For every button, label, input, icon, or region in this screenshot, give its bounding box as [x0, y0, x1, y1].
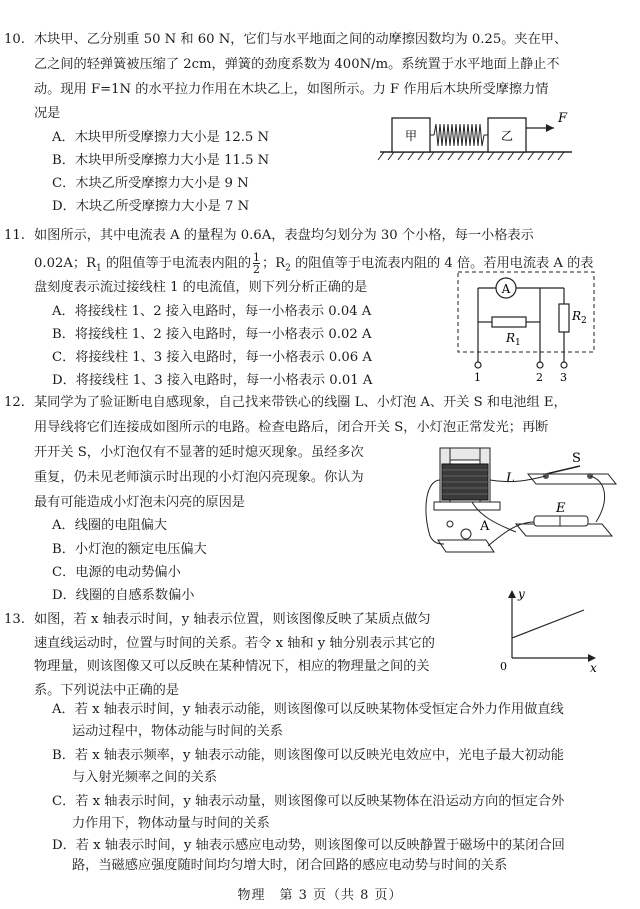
q13-line-4: 系。下列说法中正确的是	[34, 683, 180, 698]
q12-option-d: D．线圈的自感系数偏小	[52, 588, 195, 603]
q11-line-2-d: 的阻值等于电流表内阻的 4 倍。若用电流表 A 的表	[290, 256, 594, 271]
q11-figure-circuit	[452, 266, 602, 384]
q10-line-2: 乙之间的轻弹簧被压缩了 2cm，弹簧的劲度系数为 400N/m。系统置于水平地面上静止不	[34, 57, 560, 72]
terminal-1	[475, 362, 481, 368]
terminal-2	[537, 362, 543, 368]
q13-option-d-line-1: D．若 x 轴表示时间，y 轴表示感应电动势，则该图像可以反映静置于磁场中的某闭合回	[52, 838, 565, 853]
q13-figure-graph	[492, 586, 602, 674]
q13-option-a-line-2: 运动过程中，物体动能与时间的关系	[72, 724, 283, 739]
coil-label: L	[506, 471, 515, 486]
spring	[430, 124, 488, 146]
lamp-board	[438, 540, 494, 552]
q13-line-3: 物理量，则该图像又可以反映在某种情况下，相应的物理量之间的关	[34, 659, 430, 674]
q10-line-1: 木块甲、乙分别重 50 N 和 60 N，它们与水平地面之间的动摩擦因数均为 0.25。夹在甲、	[34, 32, 568, 47]
fraction-numerator: 1	[253, 251, 261, 264]
q12-option-c: C．电源的电动势偏小	[52, 565, 181, 580]
q12-option-a: A．线圈的电阻偏大	[52, 518, 168, 533]
terminal-3-label: 3	[560, 371, 567, 384]
q11-line-2-c: ；R	[262, 256, 286, 271]
r2-subscript: 2	[285, 263, 291, 274]
switch-lever	[546, 466, 580, 474]
q12-line-5: 最有可能造成小灯泡未闪亮的原因是	[34, 495, 245, 510]
q13-option-c-line-2: 力作用下，物体动量与时间的关系	[72, 816, 270, 831]
q11-line-2-b: 的阻值等于电流表内阻的	[101, 256, 252, 271]
q11-option-c: C．将接线柱 1、3 接入电路时，每一小格表示 0.06 A	[52, 350, 372, 365]
q11-number: 11.	[4, 228, 25, 243]
q10-option-d: D．木块乙所受摩擦力大小是 7 N	[52, 199, 250, 214]
q10-line-4: 况是	[34, 106, 61, 121]
coil-base	[434, 502, 500, 510]
q11-line-1: 如图所示，其中电流表 A 的量程为 0.6A，表盘均匀划分为 30 个小格，每一小格表示	[34, 228, 534, 243]
q12-option-b: B．小灯泡的额定电压偏大	[52, 542, 207, 557]
q12-line-1: 某同学为了验证断电自感现象，自己找来带铁心的线圈 L、小灯泡 A、开关 S 和电池组 E，	[34, 395, 567, 410]
ammeter-label: A	[501, 282, 511, 296]
q11-option-d: D．将接线柱 1、3 接入电路时，每一小格表示 0.01 A	[52, 373, 373, 388]
r1-label: $R_1$	[506, 331, 521, 348]
q13-option-a-line-1: A．若 x 轴表示时间，y 轴表示动能，则该图像可以反映某物体受恒定合外力作用做直线	[52, 702, 564, 717]
q11-option-a: A．将接线柱 1、2 接入电路时，每一小格表示 0.04 A	[52, 304, 372, 319]
force-label: F	[558, 111, 568, 126]
q13-line-2: 速直线运动时，位置与时间的关系。若令 x 轴和 y 轴分别表示其它的	[34, 636, 435, 651]
page-footer: 物理 第 3 页（共 8 页）	[237, 888, 403, 903]
q13-number: 13.	[4, 612, 25, 627]
lamp	[461, 529, 471, 539]
q10-figure-spring-blocks	[372, 108, 582, 168]
y-axis-label: y	[518, 587, 525, 601]
terminal-1-label: 1	[474, 371, 481, 384]
graph-line	[512, 610, 584, 638]
q12-line-2: 用导线将它们连接成如图所示的电路。检查电路后，闭合开关 S，小灯泡正常发光；再断	[34, 420, 549, 435]
q12-figure-inductor-circuit	[420, 440, 620, 572]
q13-option-b-line-2: 与入射光频率之间的关系	[72, 770, 218, 785]
terminal-3	[561, 362, 567, 368]
q10-line-3: 动。现用 F=1N 的水平拉力作用在木块乙上，如图所示。力 F 作用后木块所受摩擦力情	[34, 82, 549, 97]
r2-label: $R_2$	[572, 309, 587, 326]
q12-line-3: 开开关 S，小灯泡仅有不显著的延时熄灭现象。虽经多次	[34, 445, 364, 460]
q10-option-b: B．木块甲所受摩擦力大小是 11.5 N	[52, 153, 270, 168]
switch-board	[528, 474, 616, 484]
q13-option-c-line-1: C．若 x 轴表示时间，y 轴表示动量，则该图像可以反映某物体在沿运动方向的恒定合外	[52, 794, 565, 809]
x-axis-label: x	[590, 661, 597, 674]
r1-subscript: 1	[96, 263, 102, 274]
q10-option-a: A．木块甲所受摩擦力大小是 12.5 N	[52, 130, 270, 145]
block-yi-label: 乙	[500, 129, 514, 143]
resistor-r1	[492, 317, 526, 327]
q10-number: 10.	[4, 32, 25, 47]
q10-option-c: C．木块乙所受摩擦力大小是 9 N	[52, 176, 249, 191]
origin-label: 0	[500, 660, 507, 673]
terminal-2-label: 2	[536, 371, 543, 384]
resistor-r2	[559, 304, 569, 332]
q11-line-3: 盘刻度表示流过接线柱 1 的电流值，则下列分析正确的是	[34, 280, 368, 295]
battery	[534, 516, 588, 526]
fraction-denominator: 2	[253, 263, 261, 276]
block-jia-label: 甲	[404, 129, 418, 143]
q12-number: 12.	[4, 395, 25, 410]
q13-line-1: 如图，若 x 轴表示时间，y 轴表示位置，则该图像反映了某质点做匀	[34, 612, 431, 627]
q11-option-b: B．将接线柱 1、2 接入电路时，每一小格表示 0.02 A	[52, 327, 372, 342]
fraction-one-half	[253, 252, 260, 275]
lamp-label: A	[480, 519, 490, 534]
q13-option-d-line-2: 路，当磁感应强度随时间均匀增大时，闭合回路的感应电动势与时间的关系	[72, 858, 508, 873]
q12-line-4: 重复，仍未见老师演示时出现的小灯泡闪亮现象。你认为	[34, 470, 364, 485]
switch-label: S	[572, 451, 581, 466]
battery-label: E	[556, 501, 566, 516]
q11-line-2-a: 0.02A；R	[34, 256, 97, 271]
q13-option-b-line-1: B．若 x 轴表示频率，y 轴表示动能，则该图像可以反映光电效应中，光电子最大初动能	[52, 748, 564, 763]
